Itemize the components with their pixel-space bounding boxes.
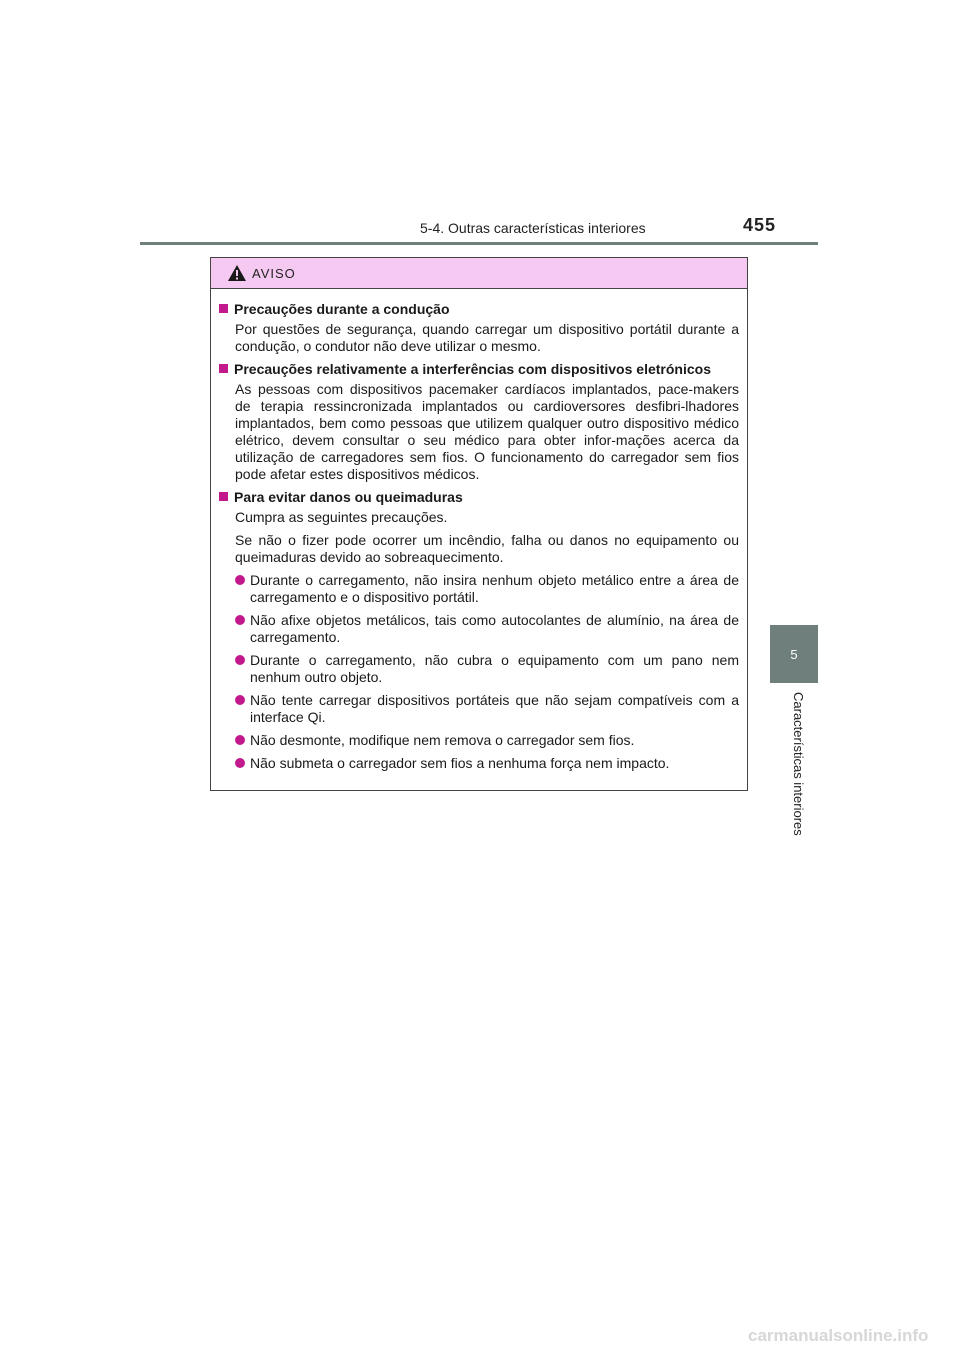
circle-bullet-icon: [235, 655, 245, 665]
list-item: [219, 572, 739, 606]
square-bullet-icon: [219, 304, 228, 313]
circle-bullet-icon: [235, 615, 245, 625]
paragraph: Se não o fizer pode ocorrer um incêndio, falha ou danos no equipamento ou queimaduras devido ao sobreaquecimento.: [235, 532, 739, 565]
chapter-tab: 5: [770, 625, 818, 683]
list-item: [219, 732, 739, 749]
list-item: [219, 652, 739, 686]
section-heading-text: Para evitar danos ou queimaduras: [234, 489, 463, 505]
square-bullet-icon: [219, 492, 228, 501]
warning-triangle-icon: [227, 264, 247, 282]
list-item: [219, 612, 739, 646]
section-interference: [219, 361, 739, 483]
header-section-title: 5-4. Outras características interiores: [420, 220, 646, 236]
page-number: 455: [742, 215, 776, 235]
list-item-text: Não desmonte, modifique nem remova o carregador sem fios.: [250, 732, 635, 748]
circle-bullet-icon: [235, 575, 245, 585]
header-rule: [140, 242, 818, 245]
square-bullet-icon: [219, 364, 228, 373]
list-item-text: Durante o carregamento, não cubra o equipamento com um pano nem nenhum outro objeto.: [250, 652, 739, 685]
section-heading: [219, 489, 739, 506]
list-item-text: Não afixe objetos metálicos, tais como autocolantes de alumínio, na área de carregamento.: [250, 612, 739, 645]
list-item-text: Não submeta o carregador sem fios a nenhuma força nem impacto.: [250, 755, 670, 771]
chapter-label: Características interiores: [791, 692, 806, 836]
circle-bullet-icon: [235, 735, 245, 745]
list-item: [219, 755, 739, 772]
paragraph: As pessoas com dispositivos pacemaker cardíacos implantados, pace-makers de terapia ressincronizada implantados ou cardioversores desfibri-lhadores implantados, bem como pessoas que utilizem qualquer outro dispositivo médico elétrico, devem consultar o seu médico para obter infor-mações acerca da utilização de carregadores sem fios. O funcionamento do carregador sem fios pode afetar estes dispositivos médicos.: [235, 381, 739, 482]
section-heading: [219, 361, 739, 378]
list-item: [219, 692, 739, 726]
list-item-text: Não tente carregar dispositivos portáteis que não sejam compatíveis com a interface Qi.: [250, 692, 739, 725]
list-item-text: Durante o carregamento, não insira nenhum objeto metálico entre a área de carregamento e o dispositivo portátil.: [250, 572, 739, 605]
watermark: carmanualsonline.info: [748, 1326, 929, 1345]
section-heading: [219, 301, 739, 318]
section-heading-text: Precauções durante a condução: [234, 301, 450, 317]
circle-bullet-icon: [235, 758, 245, 768]
section-damage: [219, 489, 739, 772]
circle-bullet-icon: [235, 695, 245, 705]
section-driving: [219, 301, 739, 355]
warning-body: [211, 289, 747, 772]
warning-box: [210, 257, 748, 791]
paragraph: Cumpra as seguintes precauções.: [235, 509, 448, 525]
warning-header: [211, 258, 747, 289]
paragraph: Por questões de segurança, quando carregar um dispositivo portátil durante a condução, o condutor não deve utilizar o mesmo.: [235, 321, 739, 354]
warning-title: AVISO: [252, 265, 296, 281]
section-heading-text: Precauções relativamente a interferências com dispositivos eletrónicos: [234, 361, 711, 377]
